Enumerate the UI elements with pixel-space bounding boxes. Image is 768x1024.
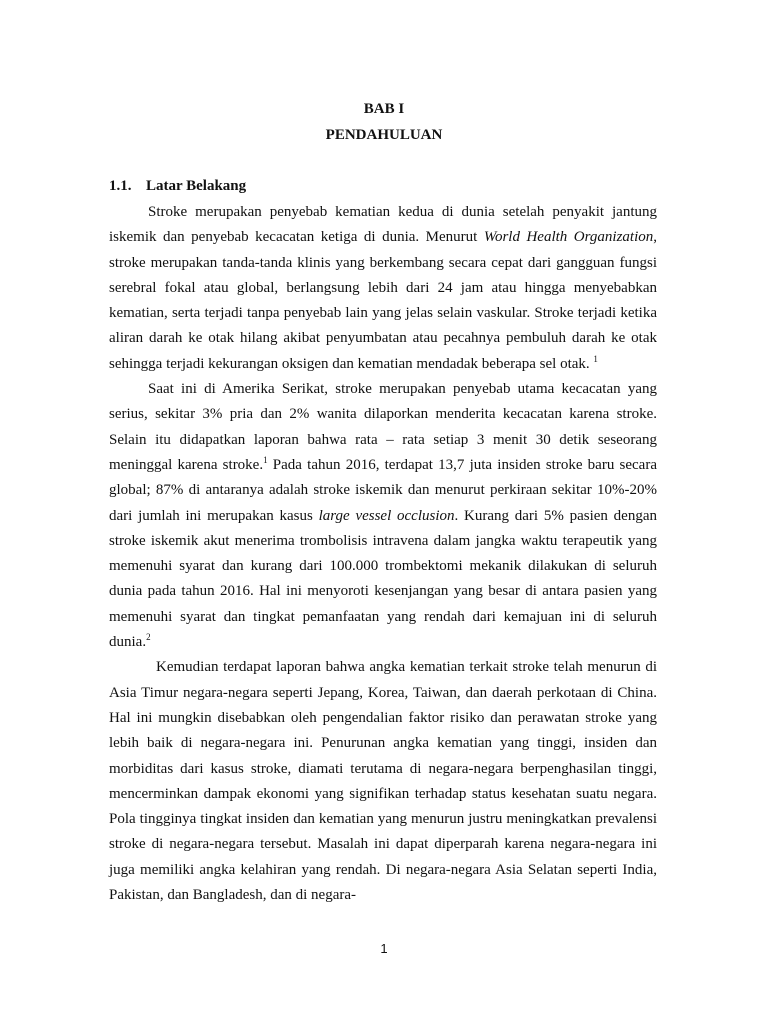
section-number: 1.1. bbox=[109, 178, 132, 194]
text-run: Stroke merupakan penyebab kematian kedua di dunia setelah penyakit jantung iskemik dan penyebab kecacatan ketiga di dunia. Menurut bbox=[109, 204, 657, 246]
section-title: Latar Belakang bbox=[146, 178, 247, 194]
paragraph-3 bbox=[109, 655, 657, 908]
italic-term: large vessel occlusion bbox=[318, 507, 455, 524]
text-run: , stroke merupakan tanda-tanda klinis yang berkembang secara cepat dari gangguan fungsi serebral fokal atau global, berlangsung lebih dari 24 jam atau hingga menyebabkan kematian, serta terjadi tanpa penyebab lain yang jelas selain vaskular. Stroke terjadi ketika aliran darah ke otak hilang akibat penyumbatan atau pecahnya pembuluh darah ke otak sehingga terjadi kekurangan oksigen dan kematian mendadak beberapa sel otak. bbox=[109, 229, 658, 372]
footnote-ref: 2 bbox=[146, 632, 151, 643]
chapter-label: BAB I bbox=[363, 101, 405, 117]
footnote-ref: 1 bbox=[593, 353, 598, 364]
text-run: Kemudian terdapat laporan bahwa angka kematian terkait stroke telah menurun di Asia Timur negara-negara seperti Jepang, Korea, Taiwan, dan daerah perkotaan di China. Hal ini mungkin disebabkan oleh pengendalian faktor risiko dan perawatan stroke yang lebih baik di negara-negara ini. Penurunan angka kematian yang tinggi, insiden dan morbiditas dari kasus stroke, diamati terutama di negara-negara berpenghasilan tinggi, mencerminkan dampak ekonomi yang signifikan terhadap status kesehatan suatu negara. Pola tingginya tingkat insiden dan kematian yang menurun justru meningkatkan prevalensi stroke di negara-negara tersebut. Masalah ini dapat diperparah karena negara-negara ini juga memiliki angka kelahiran yang rendah. Di negara-negara Asia Selatan seperti India, Pakistan, dan Bangladesh, dan di negara- bbox=[109, 659, 657, 904]
paragraph-1 bbox=[109, 200, 657, 377]
text-run: Pada tahun 2016, terdapat 13,7 juta insiden stroke baru secara global; 87% di antaranya adalah stroke iskemik dan menurut perkiraan sekitar 10%-20% dari jumlah ini merupakan kasus bbox=[109, 456, 657, 524]
section-heading bbox=[109, 178, 246, 195]
text-run: . Kurang dari 5% pasien dengan stroke iskemik akut menerima trombolisis intravena dalam jangka waktu terapeutik yang memenuhi syarat dan kurang dari 100.000 trombektomi mekanik dilakukan di seluruh dunia pada tahun 2016. Hal ini menyoroti kesenjangan yang besar di antara pasien yang memenuhi syarat dan tingkat pemanfaatan yang rendah dari kemajuan ini di seluruh dunia. bbox=[109, 507, 657, 651]
chapter-title: PENDAHULUAN bbox=[325, 127, 443, 143]
text-run: Saat ini di Amerika Serikat, stroke merupakan penyebab utama kecacatan yang serius, sekitar 3% pria dan 2% wanita dilaporkan menderita kecacatan karena stroke. Selain itu didapatkan laporan bahwa rata – rata setiap 3 menit 30 detik seseorang meninggal karena stroke. bbox=[109, 381, 657, 473]
body-text bbox=[109, 200, 657, 908]
page-number: 1 bbox=[380, 941, 388, 956]
italic-term: World Health Organization bbox=[483, 229, 654, 246]
paragraph-2 bbox=[109, 377, 657, 655]
footnote-ref: 1 bbox=[263, 454, 268, 465]
